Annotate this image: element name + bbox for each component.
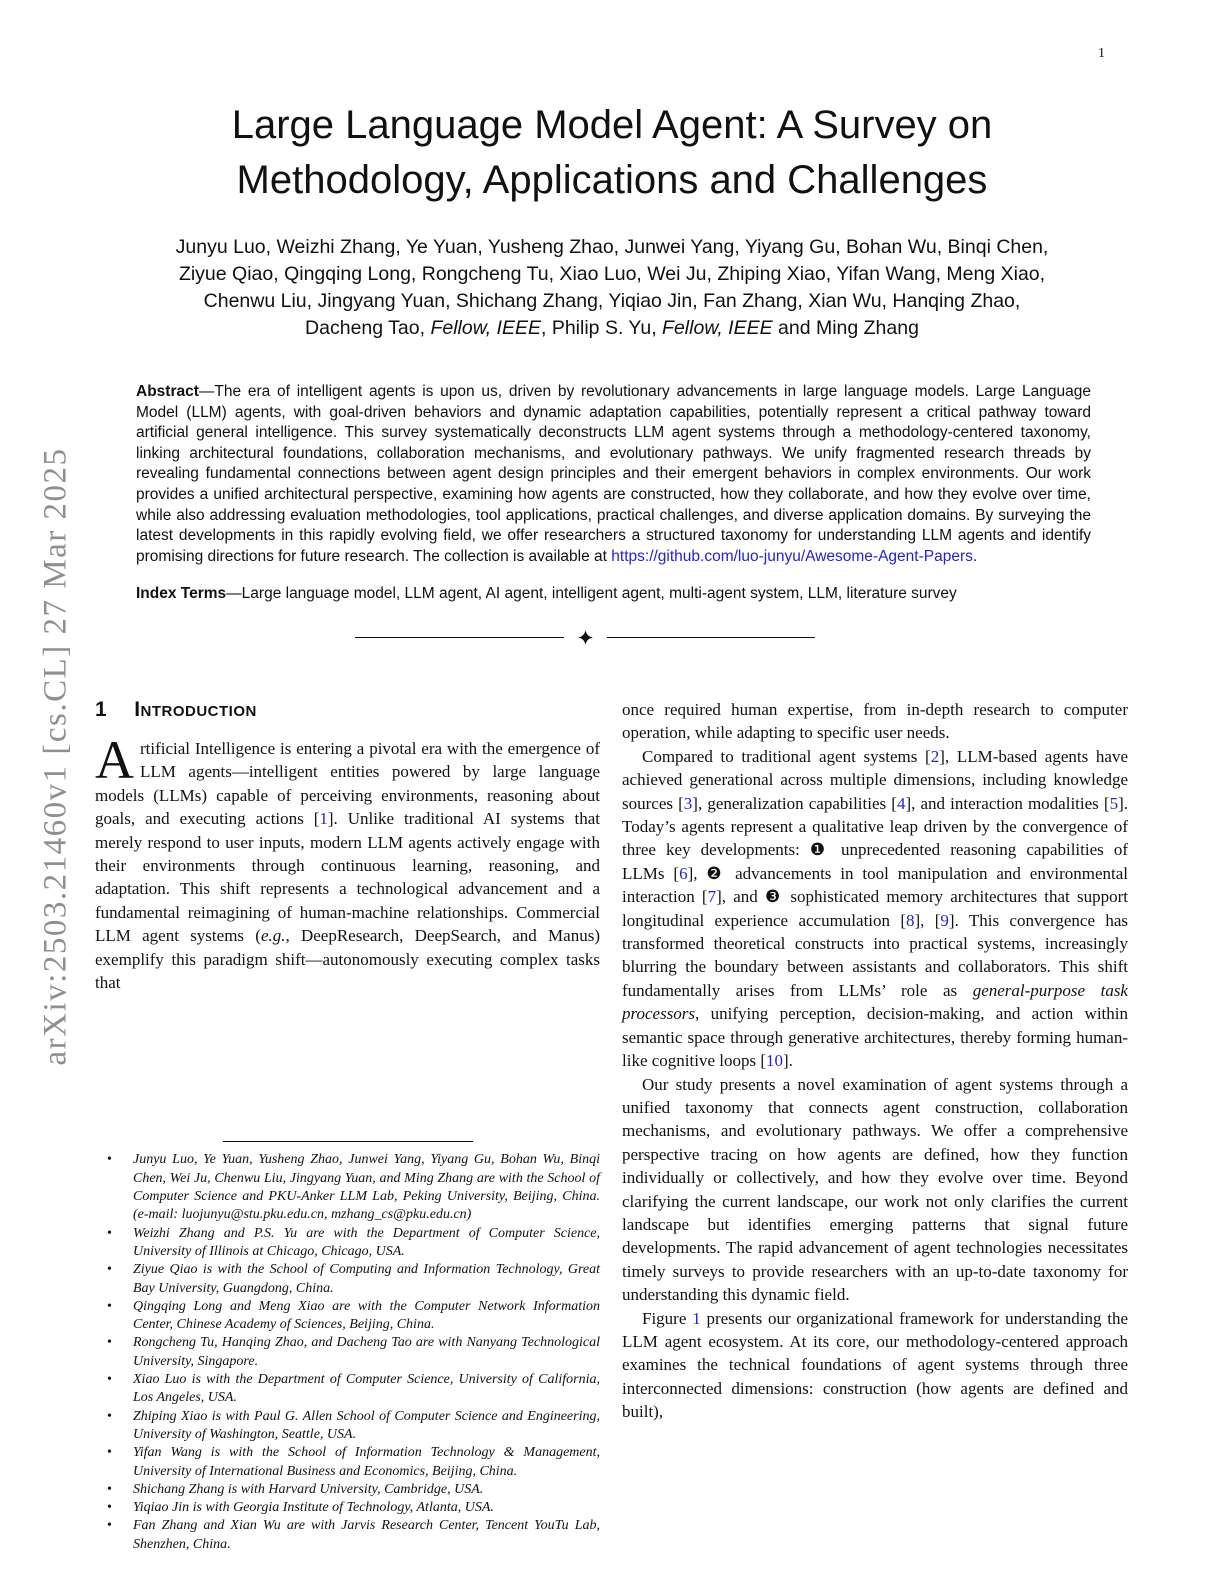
author-affiliations (95, 1151, 600, 1554)
citation-link[interactable]: 9 (940, 910, 949, 930)
arxiv-watermark (14, 380, 98, 1132)
footnotes-block (95, 1141, 600, 1554)
text-segment: —Large language model, LLM agent, AI agent, intelligent agent, multi-agent system, LLM, literature survey (226, 585, 957, 603)
paper-title (0, 98, 1224, 208)
abstract-paragraph (136, 382, 1091, 567)
paragraph: once required human expertise, from in-depth research to computer operation, while adapting to specific user needs. (622, 700, 1128, 743)
text-segment: ]. This convergence has transformed theoretical constructs into practical systems, increasingly blurring the boundary between assistants and collaborators. This shift fundamentally arises from LLMs’ role as (622, 910, 1128, 1000)
text-segment: ], LLM-based agents have achieved generational across multiple dimensions, including knowledge sources [ (622, 746, 1128, 813)
footnote-item: • Ziyue Qiao is with the School of Computing and Information Technology, Great Bay University, Guangdong, China. (95, 1261, 600, 1298)
footnote-item: • Weizhi Zhang and P.S. Yu are with the Department of Computer Science, University of Illinois at Chicago, Chicago, USA. (95, 1225, 600, 1262)
drop-cap: A (95, 730, 134, 790)
paragraph (622, 1307, 1128, 1424)
section-heading-introduction (95, 698, 600, 722)
text-segment: Fellow, IEEE (430, 317, 541, 339)
footnote-item: • Rongcheng Tu, Hanqing Zhao, and Dacheng Tao are with Nanyang Technological University, Singapore. (95, 1334, 600, 1371)
footnote-item: • Yifan Wang is with the School of Information Technology & Management, University of International Business and Economics, Beijing, China. (95, 1444, 600, 1481)
text-segment: , DeepResearch, DeepSearch, and Manus) exemplify this paradigm shift—autonomously executing complex tasks that (95, 926, 600, 993)
page-number: 1 (1098, 46, 1105, 61)
arxiv-watermark-text: arXiv:2503.21460v1 [cs.CL] 27 Mar 2025 (37, 447, 74, 1065)
text-segment: e.g. (260, 926, 286, 946)
text-segment: ], ❷ advancements in tool manipulation and environmental interaction [ (622, 863, 1128, 907)
citation-link[interactable]: 6 (679, 863, 688, 883)
paper-title-text: Large Language Model Agent: A Survey on Methodology, Applications and Challenges (231, 103, 993, 202)
external-link[interactable]: https://github.com/luo-junyu/Awesome-Agent-Papers (611, 547, 973, 565)
citation-link[interactable]: 1 (319, 809, 328, 829)
author-line (0, 315, 1224, 342)
author-line: Ziyue Qiao, Qingqing Long, Rongcheng Tu, Xiao Luo, Wei Ju, Zhiping Xiao, Yifan Wang, Meng Xiao, (178, 263, 1046, 285)
index-terms (136, 584, 1091, 605)
section-separator (355, 629, 815, 645)
text-segment: , Philip S. Yu, (541, 317, 663, 339)
footnote-item: • Junyu Luo, Ye Yuan, Yusheng Zhao, Junwei Yang, Yiyang Gu, Bohan Wu, Binqi Chen, Wei Ju, Chenwu Liu, Jingyang Yuan, and Ming Zhang are with the School of Computer Science and PKU-Anker LLM Lab, Peking University, Beijing, China. (e-mail: luojunyu@stu.pku.edu.cn, mzhang_cs@pku.edu.cn) (95, 1151, 600, 1224)
separator-rule-right (607, 637, 816, 638)
citation-link[interactable]: 4 (896, 793, 906, 813)
text-segment: ], and ❸ sophisticated memory architectures that support longitudinal experience accumulation [ (622, 887, 1129, 930)
footnote-item: • Shichang Zhang is with Harvard University, Cambridge, USA. (95, 1481, 600, 1499)
text-segment: Abstract (136, 383, 199, 400)
citation-link[interactable]: 8 (906, 910, 915, 930)
text-segment: Fellow, IEEE (662, 317, 773, 339)
text-segment: Figure (642, 1308, 693, 1328)
diamond-icon (578, 630, 593, 645)
footnote-item: • Qingqing Long and Meng Xiao are with the Computer Network Information Center, Chinese Academy of Sciences, Beijing, China. (95, 1298, 600, 1335)
section-number: 1 (95, 698, 108, 721)
section-title: Introduction (134, 698, 257, 721)
author-line: Junyu Luo, Weizhi Zhang, Ye Yuan, Yusheng Zhao, Junwei Yang, Yiyang Gu, Bohan Wu, Binqi Chen, (175, 236, 1049, 258)
footnote-rule (223, 1141, 473, 1142)
text-segment: , unifying perception, decision-making, and action within semantic space through generative architectures, thereby forming human-like cognitive loops [ (622, 1004, 1128, 1071)
text-segment: Dacheng Tao, (305, 317, 431, 339)
text-segment: ]. Unlike traditional AI systems that merely respond to user inputs, modern LLM agents actively engage with their environments through continuous learning, reasoning, and adaptation. This shift represents a technological advancement and a fundamental reimagining of human-machine relationships. Commercial LLM agent systems ( (95, 809, 600, 946)
citation-link[interactable]: 2 (930, 746, 940, 766)
text-segment: ], and interaction modalities [ (905, 793, 1110, 813)
text-segment: ], generalization capabilities [ (692, 793, 897, 813)
text-segment: rtificial Intelligence is entering a pivotal era with the emergence of LLM agents—intelligent entities powered by large language models (LLMs) capable of perceiving environments, reasoning about goals, and executing actions [ (95, 739, 600, 829)
right-column (622, 698, 1128, 1560)
paragraph (622, 745, 1128, 1073)
intro-paragraph (95, 730, 600, 994)
front-matter (136, 382, 1091, 605)
citation-link[interactable]: 10 (766, 1051, 784, 1071)
text-segment: presents our organizational framework for understanding the LLM agent ecosystem. At its core, our methodology-centered approach examines the technical foundations of agent systems through three interconnected dimensions: construction (how agents are defined and built), (622, 1308, 1128, 1422)
text-segment: . (972, 547, 978, 565)
author-block (0, 234, 1224, 342)
paragraph: Our study presents a novel examination of agent systems through a unified taxonomy that connects agent construction, collaboration mechanisms, and evolutionary pathways. We offer a comprehensive perspective tracing on how agents are defined, how they function individually or collectively, and how they evolve over time. Beyond clarifying the current landscape, our work not only clarifies the current landscape but identifies emerging patterns that signal future developments. The rapid advancement of agent technologies necessitates timely surveys to provide researchers with an up-to-date taxonomy for understanding this dynamic field. (622, 1074, 1128, 1305)
citation-link[interactable]: 3 (683, 793, 693, 813)
text-segment: Index Terms (136, 585, 227, 603)
footnote-item: • Xiao Luo is with the Department of Computer Science, University of California, Los Angeles, USA. (95, 1371, 600, 1408)
footnote-item: • Zhiping Xiao is with Paul G. Allen School of Computer Science and Engineering, University of Washington, Seattle, USA. (95, 1408, 600, 1445)
text-segment: —The era of intelligent agents is upon us, driven by revolutionary advancements in large language models. Large Language Model (LLM) agents, with goal-driven behaviors and dynamic adaptation capabilities, potentially represent a critical pathway toward artificial general intelligence. This survey systematically deconstructs LLM agent systems through a methodology-centered taxonomy, linking architectural foundations, collaboration mechanisms, and evolutionary pathways. We unify fragmented research threads by revealing fundamental connections between agent design principles and their emergent behaviors in complex environments. Our work provides a unified architectural perspective, examining how agents are constructed, how they collaborate, and how they evolve over time, while also addressing evaluation methodologies, tool applications, practical challenges, and diverse application domains. By surveying the latest developments in this rapidly evolving field, we offer researchers a structured taxonomy for understanding LLM agents and identify promising directions for future research. The collection is available at (136, 383, 1091, 565)
body-columns (95, 698, 1128, 1560)
footnote-item: • Fan Zhang and Xian Wu are with Jarvis Research Center, Tencent YouTu Lab, Shenzhen, China. (95, 1517, 600, 1554)
left-column (95, 698, 600, 1560)
text-segment: ]. Today’s agents represent a qualitative leap driven by the convergence of three key developments: ❶ unprecedented reasoning capabilities of LLMs [ (622, 793, 1128, 883)
author-line: Chenwu Liu, Jingyang Yuan, Shichang Zhang, Yiqiao Jin, Fan Zhang, Xian Wu, Hanqing Zhao, (203, 290, 1021, 312)
text-segment: general-purpose task processors (622, 980, 1128, 1024)
text-segment: Compared to traditional agent systems [ (642, 746, 931, 766)
citation-link[interactable]: 7 (707, 887, 717, 907)
separator-rule-left (355, 637, 564, 638)
text-segment: ], [ (914, 910, 941, 930)
intro-paragraph-text (95, 730, 600, 993)
text-segment: and Ming Zhang (772, 317, 919, 339)
citation-link[interactable]: 1 (692, 1308, 701, 1328)
text-segment: ]. (783, 1051, 793, 1071)
citation-link[interactable]: 5 (1109, 793, 1119, 813)
footnote-item: • Yiqiao Jin is with Georgia Institute of Technology, Atlanta, USA. (95, 1499, 600, 1517)
